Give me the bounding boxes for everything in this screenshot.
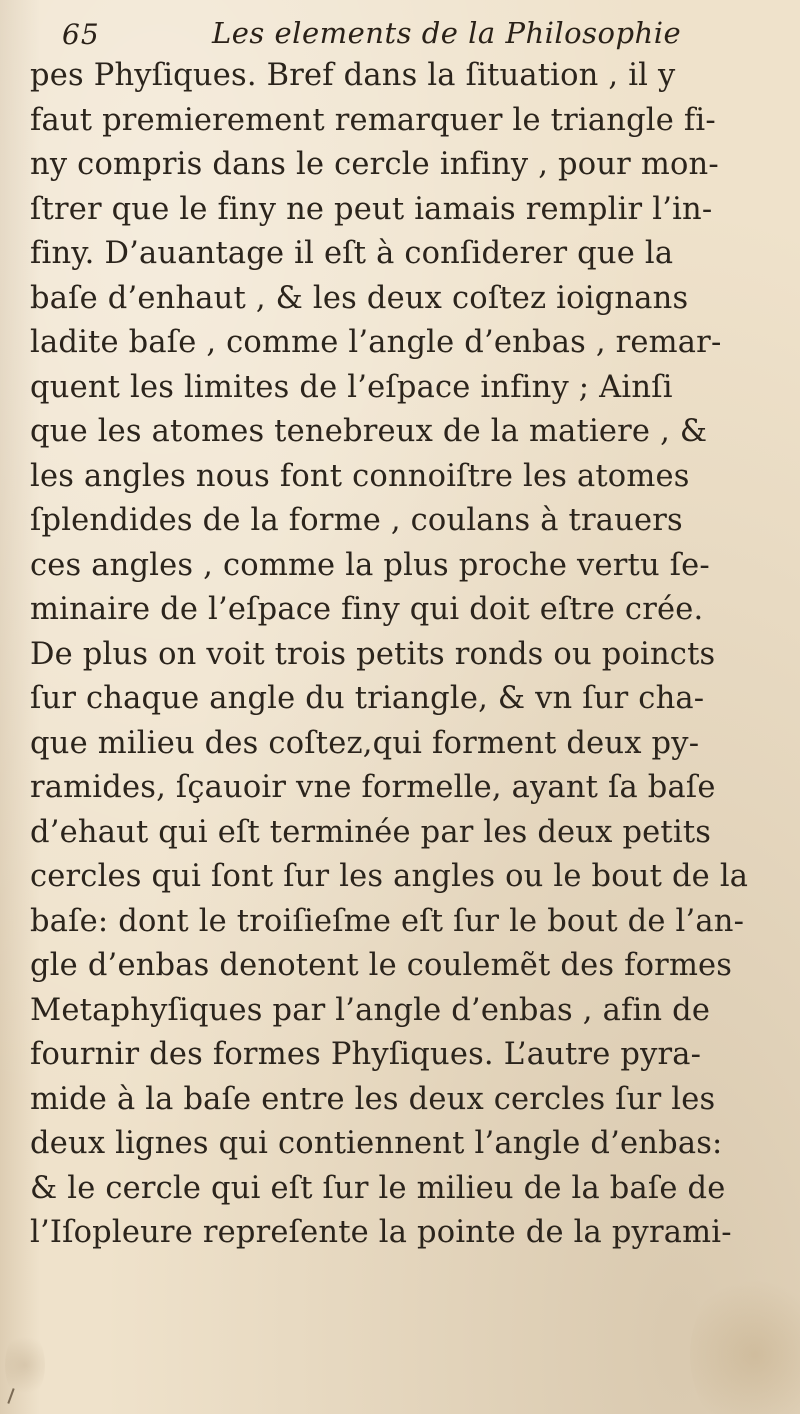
text-line: mide à la baſe entre les deux cercles ſur les — [30, 1081, 716, 1117]
text-line: ſtrer que le finy ne peut iamais remplir l’in- — [30, 191, 713, 227]
text-line: fournir des formes Phyſiques. L’autre pyra- — [30, 1037, 702, 1072]
text-line: quent les limites de l’eſpace infiny ; Ainſi — [30, 369, 673, 405]
text-line: baſe: dont le troiſieſme eſt ſur le bout de l’an- — [30, 903, 745, 939]
paper-stain — [690, 1270, 800, 1414]
text-line: ramides, ſçauoir vne formelle, ayant ſa baſe — [30, 770, 716, 805]
text-line: minaire de l’eſpace finy qui doit eſtre crée. — [30, 592, 704, 627]
text-line: les angles nous font connoiſtre les atomes — [30, 458, 690, 494]
text-line: pes Phyſiques. Bref dans la ſituation , il y — [30, 58, 676, 93]
text-line: deux lignes qui contiennent l’angle d’enbas: — [30, 1126, 723, 1161]
page-number: 65 — [62, 18, 100, 51]
text-line: finy. D’auantage il eſt à conſiderer que la — [30, 236, 674, 271]
text-line: gle d’enbas denotent le coulemẽt des formes — [30, 948, 733, 983]
text-line: que les atomes tenebreux de la matiere , & — [30, 414, 708, 449]
body-text — [30, 54, 775, 1256]
running-head — [62, 14, 760, 54]
text-line: ladite baſe , comme l’angle d’enbas , remar- — [30, 325, 722, 360]
text-line: ces angles , comme la plus proche vertu ſe- — [30, 547, 710, 583]
text-line: l’Iſopleure repreſente la pointe de la pyrami- — [30, 1215, 732, 1250]
text-line: d’ehaut qui eſt terminée par les deux petits — [30, 814, 712, 850]
margin-pencil-mark — [7, 1388, 14, 1404]
text-line: De plus on voit trois petits ronds ou poincts — [30, 636, 716, 672]
text-line: ny compris dans le cercle infiny , pour mon- — [30, 147, 719, 182]
text-line: ſplendides de la forme , coulans à trauers — [30, 503, 683, 538]
text-line: Metaphyſiques par l’angle d’enbas , afin de — [30, 992, 711, 1028]
text-line: & le cercle qui eſt ſur le milieu de la baſe de — [30, 1170, 726, 1206]
text-line: faut premierement remarquer le triangle fi- — [30, 102, 716, 138]
text-line: cercles qui ſont ſur les angles ou le bout de la — [30, 859, 749, 894]
text-line: que milieu des coſtez,qui forment deux py- — [30, 725, 700, 761]
running-title: Les elements de la Philosophie — [212, 16, 682, 50]
text-line: baſe d’enhaut , & les deux coſtez ioignans — [30, 280, 689, 316]
text-line: ſur chaque angle du triangle, & vn ſur cha- — [30, 681, 705, 716]
